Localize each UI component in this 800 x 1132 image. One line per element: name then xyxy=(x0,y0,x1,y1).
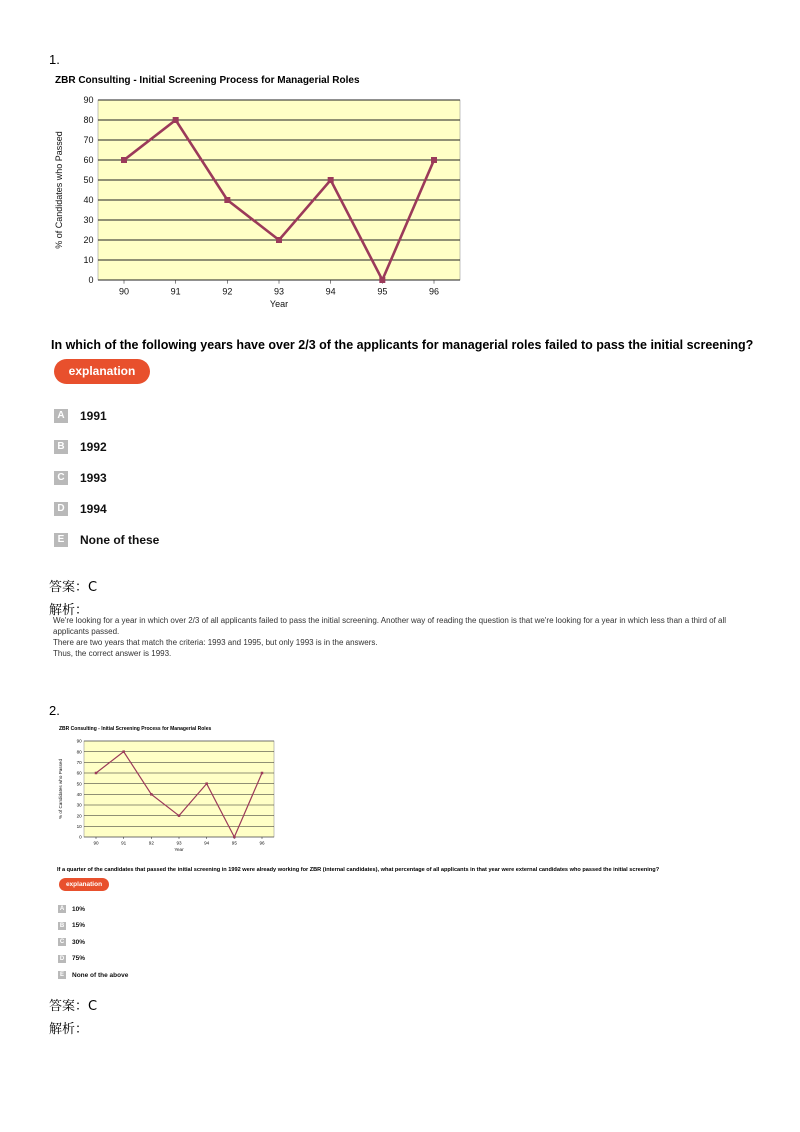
analysis-line: There are two years that match the criteria: 1993 and 1995, but only 1993 is in the answers. xyxy=(53,638,378,647)
option-text: 1993 xyxy=(80,471,107,485)
question-1-text: In which of the following years have over 2/3 of the applicants for managerial roles failed to pass the initial screening? xyxy=(51,338,754,352)
option-b[interactable] xyxy=(58,922,85,930)
option-letter-badge: C xyxy=(54,471,68,485)
data-point xyxy=(178,814,181,817)
option-letter-badge: B xyxy=(54,440,68,454)
y-tick-label: 30 xyxy=(76,802,82,808)
question-2-analysis-label: 解析： xyxy=(49,1022,89,1037)
chart-1-title: ZBR Consulting - Initial Screening Process for Managerial Roles xyxy=(55,75,360,86)
plot-area xyxy=(98,100,460,280)
data-point xyxy=(95,772,98,775)
y-tick-label: 20 xyxy=(76,813,82,819)
data-point xyxy=(205,782,208,785)
y-axis-label: % of Candidates who Passed xyxy=(54,131,64,249)
x-tick-label: 96 xyxy=(259,840,265,846)
y-tick-label: 60 xyxy=(76,770,82,776)
option-a[interactable] xyxy=(54,409,107,423)
question-2-number: 2. xyxy=(49,703,60,718)
chart-2 xyxy=(54,736,276,858)
option-c[interactable] xyxy=(58,938,85,946)
y-tick-label: 80 xyxy=(76,749,82,755)
chart-2-title: ZBR Consulting - Initial Screening Process for Managerial Roles xyxy=(59,726,212,732)
analysis-line: Thus, the correct answer is 1993. xyxy=(53,649,172,658)
y-tick-label: 50 xyxy=(76,781,82,787)
question-1-explanation-button[interactable]: explanation xyxy=(54,359,150,384)
x-tick-label: 94 xyxy=(204,840,210,846)
option-letter-badge: D xyxy=(54,502,68,516)
option-a[interactable] xyxy=(58,905,85,913)
option-letter-badge: E xyxy=(59,972,64,978)
option-letter-badge: A xyxy=(54,409,68,423)
answer-value: C xyxy=(88,999,98,1014)
y-tick-label: 10 xyxy=(76,823,82,829)
question-1-number: 1. xyxy=(49,52,60,67)
option-text: 1992 xyxy=(80,440,107,454)
y-tick-label: 80 xyxy=(83,115,94,126)
x-tick-label: 91 xyxy=(121,840,127,846)
x-tick-label: 92 xyxy=(222,286,233,297)
option-text: None of the above xyxy=(72,971,129,979)
option-text: 10% xyxy=(72,905,86,913)
option-letter-badge: B xyxy=(59,922,65,929)
data-point xyxy=(328,177,334,183)
x-tick-label: 93 xyxy=(273,286,285,297)
y-tick-label: 40 xyxy=(76,791,82,797)
y-tick-label: 70 xyxy=(76,759,82,765)
y-axis-label: % of Candidates who Passed xyxy=(58,758,63,820)
answer-label: 答案： xyxy=(49,580,89,595)
x-tick-label: 96 xyxy=(428,286,440,297)
option-letter-badge: A xyxy=(59,906,65,912)
data-point xyxy=(121,157,127,163)
option-text: 30% xyxy=(72,938,86,946)
answer-value: C xyxy=(88,580,98,595)
question-1-analysis-text xyxy=(53,615,743,659)
data-point xyxy=(276,237,282,243)
plot-area xyxy=(84,741,274,837)
option-letter-badge: C xyxy=(59,939,65,945)
y-tick-label: 50 xyxy=(83,175,94,186)
option-d[interactable] xyxy=(54,502,107,516)
analysis-line: We're looking for a year in which over 2/3 of all applicants failed to pass the initial screening. Another way of reading the question is that we're looking for a year in which less than a third of all xyxy=(53,616,727,625)
option-letter-badge: E xyxy=(54,533,68,547)
option-text: 1994 xyxy=(80,502,107,516)
analysis-line: applicants passed. xyxy=(53,627,120,636)
y-tick-label: 40 xyxy=(83,195,94,206)
data-point xyxy=(150,793,153,796)
option-c[interactable] xyxy=(54,471,107,485)
option-text: 75% xyxy=(72,955,86,962)
option-text: 1991 xyxy=(80,409,107,423)
question-1-analysis-label: 解析： xyxy=(49,603,89,618)
option-e[interactable] xyxy=(54,533,159,547)
option-d[interactable] xyxy=(58,955,85,963)
option-letter-badge: D xyxy=(59,955,65,962)
question-1-answer xyxy=(49,576,97,595)
data-point xyxy=(261,772,264,775)
question-2-answer xyxy=(49,995,97,1014)
y-tick-label: 70 xyxy=(83,135,94,146)
option-text: 15% xyxy=(72,922,86,929)
y-tick-label: 0 xyxy=(79,834,82,840)
question-2-explanation-button[interactable]: explanation xyxy=(59,878,109,891)
data-point xyxy=(379,277,385,283)
data-point xyxy=(122,750,125,753)
question-2-text: If a quarter of the candidates that passed the initial screening in 1992 were already working for ZBR (internal candidates), what percentage of all applicants in that year were external candidates who passed the initial screening? xyxy=(57,867,660,873)
x-tick-label: 94 xyxy=(325,286,336,297)
x-tick-label: 95 xyxy=(377,286,388,297)
y-tick-label: 60 xyxy=(83,155,94,166)
x-axis-label: Year xyxy=(269,299,289,309)
data-point xyxy=(224,197,230,203)
y-tick-label: 0 xyxy=(88,275,94,286)
x-tick-label: 93 xyxy=(176,840,182,846)
option-text: None of these xyxy=(80,533,160,547)
data-point xyxy=(431,157,437,163)
x-tick-label: 90 xyxy=(93,840,99,846)
x-tick-label: 90 xyxy=(118,286,130,297)
y-tick-label: 30 xyxy=(83,215,94,226)
y-tick-label: 20 xyxy=(83,235,94,246)
chart-1 xyxy=(40,92,480,322)
option-e[interactable] xyxy=(58,971,128,979)
data-point xyxy=(173,117,179,123)
x-axis-label: Year xyxy=(174,846,184,852)
x-tick-label: 91 xyxy=(170,286,181,297)
data-point xyxy=(233,836,236,839)
y-tick-label: 90 xyxy=(83,95,94,106)
option-b[interactable] xyxy=(54,440,107,454)
x-tick-label: 95 xyxy=(231,840,237,846)
y-tick-label: 90 xyxy=(76,738,82,744)
x-tick-label: 92 xyxy=(148,840,154,846)
y-tick-label: 10 xyxy=(83,255,94,266)
answer-label: 答案： xyxy=(49,999,89,1014)
